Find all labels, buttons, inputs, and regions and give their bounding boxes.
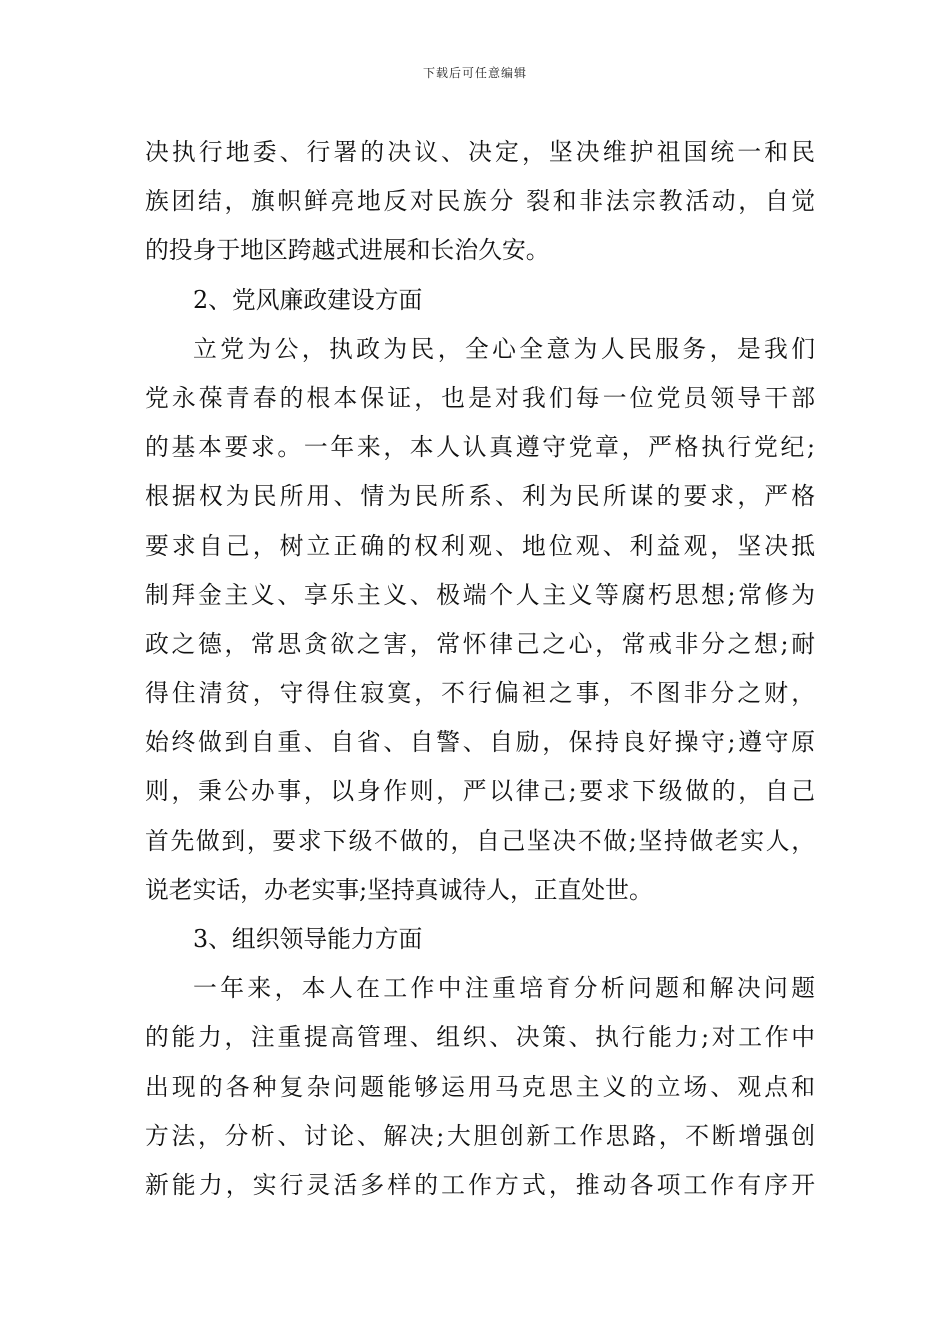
- body-line: 方法，分析、讨论、解决;大胆创新工作思路，不断增强创: [145, 1121, 815, 1150]
- body-line: 始终做到自重、自省、自警、自励，保持良好操守;遵守原: [145, 728, 815, 757]
- body-line: 决执行地委、行署的决议、决定，坚决维护祖国统一和民: [145, 138, 815, 166]
- body-line: 新能力，实行灵活多样的工作方式，推动各项工作有序开: [145, 1170, 815, 1199]
- body-line: 则，秉公办事，以身作则，严以律己;要求下级做的，自己: [145, 777, 815, 806]
- paragraph-first-line: 立党为公，执政为民，全心全意为人民服务，是我们: [193, 334, 815, 363]
- body-line: 说老实话，办老实事;坚持真诚待人，正直处世。: [145, 875, 653, 904]
- body-line: 的投身于地区跨越式进展和长治久安。: [145, 236, 550, 265]
- paragraph-first-line: 一年来，本人在工作中注重培育分析问题和解决问题: [193, 974, 815, 1003]
- body-line: 得住清贫，守得住寂寞，不行偏袒之事，不图非分之财，: [145, 679, 815, 708]
- body-line: 政之德，常思贪欲之害，常怀律己之心，常戒非分之想;耐: [145, 629, 815, 658]
- body-line: 要求自己，树立正确的权利观、地位观、利益观，坚决抵: [145, 531, 815, 560]
- body-line: 党永葆青春的根本保证，也是对我们每一位党员领导干部: [145, 383, 815, 412]
- body-line: 族团结，旗帜鲜亮地反对民族分 裂和非法宗教活动，自觉: [145, 187, 815, 216]
- body-line: 的基本要求。一年来，本人认真遵守党章，严格执行党纪;: [145, 433, 815, 462]
- document-body: [145, 128, 815, 1210]
- body-line: 出现的各种复杂问题能够运用马克思主义的立场、观点和: [145, 1072, 815, 1101]
- section-heading: 3、组织领导能力方面: [193, 925, 423, 953]
- body-line: 根据权为民所用、情为民所系、利为民所谋的要求，严格: [145, 482, 815, 511]
- body-line: 制拜金主义、享乐主义、极端个人主义等腐朽思想;常修为: [145, 580, 815, 609]
- body-line: 首先做到，要求下级不做的，自己坚决不做;坚持做老实人，: [145, 826, 815, 855]
- page-header: 下载后可任意编辑: [422, 66, 527, 80]
- section-heading: 2、党风廉政建设方面: [193, 285, 423, 314]
- body-line: 的能力，注重提高管理、组织、决策、执行能力;对工作中: [145, 1023, 815, 1052]
